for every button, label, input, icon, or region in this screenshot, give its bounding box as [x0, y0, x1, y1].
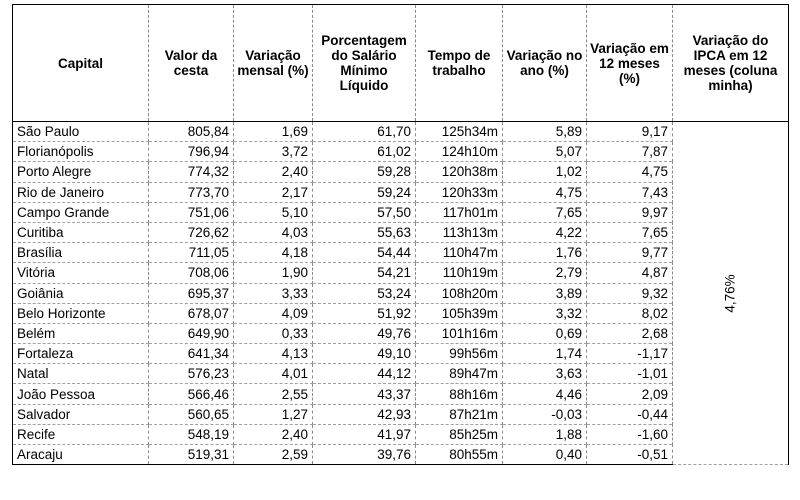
cell-monthly-variation: 1,90 — [234, 263, 313, 283]
cell-year-variation: -0,03 — [503, 404, 587, 424]
cell-capital: Aracaju — [13, 445, 149, 465]
cell-year-variation: 1,88 — [503, 424, 587, 444]
cell-work-time: 124h10m — [416, 142, 503, 162]
cell-year-variation: 5,89 — [503, 122, 587, 142]
cell-year-variation: 7,65 — [503, 202, 587, 222]
cell-work-time: 113h13m — [416, 222, 503, 242]
cell-year-variation: 1,76 — [503, 243, 587, 263]
cell-12-month-variation: 7,65 — [587, 222, 673, 242]
cell-year-variation: 5,07 — [503, 142, 587, 162]
table-row — [13, 303, 789, 323]
cell-basket-value: 695,37 — [149, 283, 234, 303]
cell-year-variation: 3,89 — [503, 283, 587, 303]
cell-basket-value: 711,05 — [149, 243, 234, 263]
cell-monthly-variation: 4,01 — [234, 364, 313, 384]
cell-12-month-variation: 8,02 — [587, 303, 673, 323]
cell-min-wage-percentage: 61,02 — [313, 142, 416, 162]
cell-work-time: 108h20m — [416, 283, 503, 303]
cell-basket-value: 641,34 — [149, 344, 234, 364]
header-basket-value: Valor da cesta — [149, 5, 234, 122]
cell-work-time: 89h47m — [416, 364, 503, 384]
cell-12-month-variation: 9,77 — [587, 243, 673, 263]
cell-basket-value: 751,06 — [149, 202, 234, 222]
cell-basket-value: 678,07 — [149, 303, 234, 323]
cell-12-month-variation: 4,87 — [587, 263, 673, 283]
cell-12-month-variation: 2,68 — [587, 323, 673, 343]
cell-work-time: 120h38m — [416, 162, 503, 182]
ipca-value: 4,76% — [723, 273, 738, 313]
cell-min-wage-percentage: 43,37 — [313, 384, 416, 404]
cell-min-wage-percentage: 54,21 — [313, 263, 416, 283]
cell-capital: Natal — [13, 364, 149, 384]
cell-capital: Campo Grande — [13, 202, 149, 222]
table-row — [13, 283, 789, 303]
cell-work-time: 88h16m — [416, 384, 503, 404]
header-min-wage-percentage: Porcentagem do Salário Mínimo Líquido — [313, 5, 416, 122]
table-row — [13, 424, 789, 444]
cell-capital: Belo Horizonte — [13, 303, 149, 323]
cell-12-month-variation: -1,60 — [587, 424, 673, 444]
table-row — [13, 122, 789, 142]
cell-min-wage-percentage: 44,12 — [313, 364, 416, 384]
cell-capital: Brasília — [13, 243, 149, 263]
header-12-month-variation: Variação em 12 meses (%) — [587, 5, 673, 122]
table-row — [13, 445, 789, 465]
cell-12-month-variation: 7,87 — [587, 142, 673, 162]
cell-monthly-variation: 2,59 — [234, 445, 313, 465]
cell-12-month-variation: 9,17 — [587, 122, 673, 142]
cell-12-month-variation: 9,32 — [587, 283, 673, 303]
cell-monthly-variation: 1,27 — [234, 404, 313, 424]
header-row — [13, 5, 789, 122]
cell-work-time: 105h39m — [416, 303, 503, 323]
cell-monthly-variation: 2,40 — [234, 162, 313, 182]
cell-min-wage-percentage: 49,76 — [313, 323, 416, 343]
cell-year-variation: 1,74 — [503, 344, 587, 364]
table-row — [13, 142, 789, 162]
header-monthly-variation: Variação mensal (%) — [234, 5, 313, 122]
cell-work-time: 101h16m — [416, 323, 503, 343]
cell-capital: Florianópolis — [13, 142, 149, 162]
cell-year-variation: 4,22 — [503, 222, 587, 242]
cell-min-wage-percentage: 59,28 — [313, 162, 416, 182]
cell-monthly-variation: 4,03 — [234, 222, 313, 242]
cell-min-wage-percentage: 41,97 — [313, 424, 416, 444]
table-row — [13, 182, 789, 202]
cell-12-month-variation: -0,51 — [587, 445, 673, 465]
cell-monthly-variation: 1,69 — [234, 122, 313, 142]
cell-year-variation: 4,75 — [503, 182, 587, 202]
cell-capital: Salvador — [13, 404, 149, 424]
cell-basket-value: 548,19 — [149, 424, 234, 444]
table-row — [13, 384, 789, 404]
cell-capital: Fortaleza — [13, 344, 149, 364]
cell-capital: Vitória — [13, 263, 149, 283]
cell-min-wage-percentage: 49,10 — [313, 344, 416, 364]
cell-min-wage-percentage: 61,70 — [313, 122, 416, 142]
header-year-variation: Variação no ano (%) — [503, 5, 587, 122]
cell-basket-value: 708,06 — [149, 263, 234, 283]
cell-basket-value: 560,65 — [149, 404, 234, 424]
header-capital: Capital — [13, 5, 149, 122]
table-row — [13, 364, 789, 384]
table-row — [13, 202, 789, 222]
cell-min-wage-percentage: 54,44 — [313, 243, 416, 263]
cell-year-variation: 3,32 — [503, 303, 587, 323]
cell-12-month-variation: 9,97 — [587, 202, 673, 222]
cell-work-time: 110h47m — [416, 243, 503, 263]
cell-year-variation: 2,79 — [503, 263, 587, 283]
cell-work-time: 80h55m — [416, 445, 503, 465]
cell-basket-value: 805,84 — [149, 122, 234, 142]
cell-min-wage-percentage: 42,93 — [313, 404, 416, 424]
cell-basket-value: 796,94 — [149, 142, 234, 162]
cell-work-time: 99h56m — [416, 344, 503, 364]
cell-12-month-variation: -0,44 — [587, 404, 673, 424]
cell-monthly-variation: 0,33 — [234, 323, 313, 343]
cell-year-variation: 4,46 — [503, 384, 587, 404]
cell-year-variation: 0,40 — [503, 445, 587, 465]
cell-12-month-variation: 7,43 — [587, 182, 673, 202]
cell-basket-value: 566,46 — [149, 384, 234, 404]
cell-work-time: 85h25m — [416, 424, 503, 444]
table-row — [13, 323, 789, 343]
cell-capital: Belém — [13, 323, 149, 343]
cell-work-time: 120h33m — [416, 182, 503, 202]
cell-capital: Goiânia — [13, 283, 149, 303]
cell-monthly-variation: 2,40 — [234, 424, 313, 444]
table-row — [13, 263, 789, 283]
table-container — [12, 4, 789, 465]
cell-min-wage-percentage: 51,92 — [313, 303, 416, 323]
cell-monthly-variation: 4,09 — [234, 303, 313, 323]
table-row — [13, 222, 789, 242]
cell-12-month-variation: -1,17 — [587, 344, 673, 364]
cell-basket-value: 773,70 — [149, 182, 234, 202]
cell-basket-value: 726,62 — [149, 222, 234, 242]
cell-12-month-variation: 2,09 — [587, 384, 673, 404]
header-ipca-12-month: Variação do IPCA em 12 meses (coluna minha) — [673, 5, 789, 122]
cell-monthly-variation: 2,55 — [234, 384, 313, 404]
table-row — [13, 243, 789, 263]
cell-work-time: 125h34m — [416, 122, 503, 142]
cell-capital: João Pessoa — [13, 384, 149, 404]
cell-capital: Recife — [13, 424, 149, 444]
cell-12-month-variation: 4,75 — [587, 162, 673, 182]
cell-basket-value: 519,31 — [149, 445, 234, 465]
cell-monthly-variation: 3,33 — [234, 283, 313, 303]
cell-monthly-variation: 3,72 — [234, 142, 313, 162]
cell-monthly-variation: 4,18 — [234, 243, 313, 263]
cell-work-time: 110h19m — [416, 263, 503, 283]
cell-min-wage-percentage: 59,24 — [313, 182, 416, 202]
cell-capital: Curitiba — [13, 222, 149, 242]
cell-year-variation: 0,69 — [503, 323, 587, 343]
cell-capital: Porto Alegre — [13, 162, 149, 182]
cell-basket-value: 649,90 — [149, 323, 234, 343]
table-row — [13, 344, 789, 364]
cell-min-wage-percentage: 39,76 — [313, 445, 416, 465]
cell-12-month-variation: -1,01 — [587, 364, 673, 384]
ipca-merged-cell — [673, 122, 789, 465]
cell-work-time: 87h21m — [416, 404, 503, 424]
table-row — [13, 404, 789, 424]
cell-year-variation: 3,63 — [503, 364, 587, 384]
table-body — [13, 122, 789, 465]
cell-basket-value: 576,23 — [149, 364, 234, 384]
cell-monthly-variation: 4,13 — [234, 344, 313, 364]
table-row — [13, 162, 789, 182]
cell-monthly-variation: 5,10 — [234, 202, 313, 222]
basket-price-table — [12, 4, 789, 465]
cell-basket-value: 774,32 — [149, 162, 234, 182]
cell-year-variation: 1,02 — [503, 162, 587, 182]
cell-min-wage-percentage: 57,50 — [313, 202, 416, 222]
cell-min-wage-percentage: 53,24 — [313, 283, 416, 303]
cell-capital: Rio de Janeiro — [13, 182, 149, 202]
header-work-time: Tempo de trabalho — [416, 5, 503, 122]
cell-capital: São Paulo — [13, 122, 149, 142]
cell-monthly-variation: 2,17 — [234, 182, 313, 202]
cell-work-time: 117h01m — [416, 202, 503, 222]
cell-min-wage-percentage: 55,63 — [313, 222, 416, 242]
